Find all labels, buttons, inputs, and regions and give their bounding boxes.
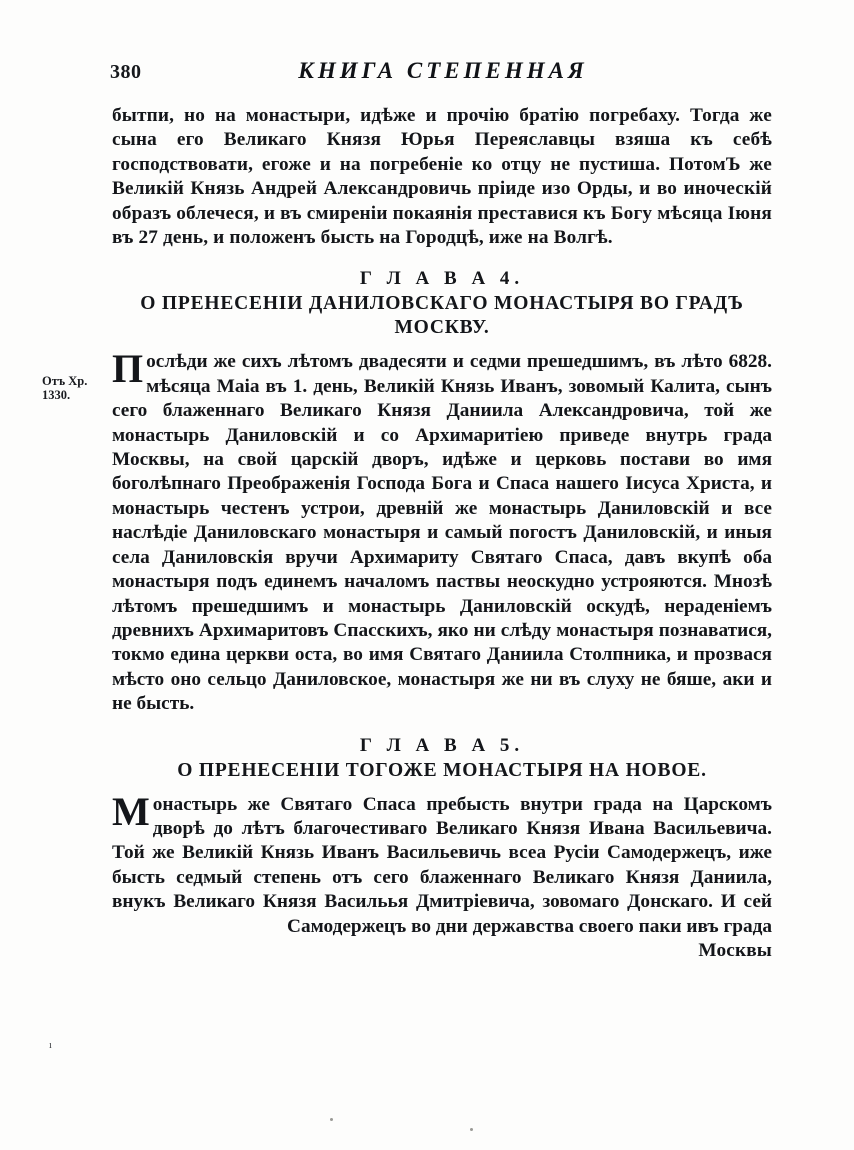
chapter-4-title-line-1: О ПРЕНЕСЕНІИ ДАНИЛОВСКАГО МОНАСТЫРЯ ВО ГРАДЪ [140,293,744,315]
chapter-4-label: Г Л А В А 4. [359,268,525,290]
page-header [110,58,770,90]
catchword: Москвы [698,939,772,961]
chapter-4-heading [112,268,772,290]
chapter-4-title-line-2: МОСКВУ. [394,317,490,339]
marginal-note [42,374,114,402]
chapter-5-paragraph [112,788,772,939]
paper-speck [470,1128,473,1131]
chapter-5-label: Г Л А В А 5. [359,734,525,756]
chapter-5-dropcap: М [112,788,150,834]
paper-speck [330,1118,333,1121]
printer-mark: ı [49,1040,52,1051]
marginal-note-line-1: Отъ Хр. [42,374,88,388]
chapter-5-body-text: онастырь же Святаго Спаса пребысть внутри града на Царскомъ дворѣ до лѣтъ благочестиваго Великаго Князя Ивана Васильевича. Той же Великій Князь Иванъ Васильевичь всеа Русіи Самодержецъ, иже бысть седмый степень отъ сего блаженнаго Великаго Князя Даниила, внукъ Великаго Князя Васильья Дмитріевича, зовомаго Донскаго. И сей Самодержецъ во дни державства своего паки ивъ града [112,793,772,937]
marginal-note-line-2: 1330. [42,388,71,402]
chapter-4-body-text: ослѣди же сихъ лѣтомъ двадесяти и седми прешедшимъ, въ лѣто 6828. мѣсяца Маіа въ 1. день, Великій Князь Иванъ, зовомый Калита, сынъ сего блаженнаго Великаго Князя Даниила Александровича, той же монастырь Даниловскій и со Архимаритіею приведе внутрь града Москвы, на свой царскій дворъ, идѣже и церковь постави во имя боголѣпнаго Преображенія Господа Бога и Спаса нашего Іисуса Христа, и монастырь честенъ устрои, древній же монастырь Даниловскій и все наслѣдіе Даниловскаго монастыря и самый погостъ Даниловскій, и иныя села Даниловскія вручи Архимариту Святаго Спаса, давъ вкупѣ оба монастыря подъ единемъ началомъ паствы неоскудно устрояются. Мнозѣ лѣтомъ прешедшимъ и монастырь Даниловскій оскудѣ, нераденіемъ древнихъ Архимаритовъ Спасскихъ, яко ни слѣду монастыря познаватися, токмо едина церкви оста, во имя Святаго Даниила Столпника, и прозвася мѣсто оно сельцо Даниловское, монастыря же ни въ слуху не бяше, аки и не бысть. [112,351,772,715]
chapter-5-title-line-1: О ПРЕНЕСЕНІИ ТОГОЖЕ МОНАСТЫРЯ НА НОВОЕ. [177,759,707,781]
chapter-4-paragraph [112,346,772,716]
chapter-4-title [112,292,772,340]
chapter-5-heading [112,735,772,757]
chapter-4-dropcap: П [112,346,144,392]
page-number: 380 [110,61,142,83]
chapter-5-title [112,759,772,783]
body-paragraph-1: бытпи, но на монастыри, идѣже и прочію братію погребаху. Тогда же сына его Великаго Князя Юрья Переяславцы взяша къ себѣ господствовати, егоже и на погребеніе ко отцу не пустиша. ПотомЪ же Великій Князь Андрей Александровичь пріиде изо Орды, и во иноческій образъ облечеся, и въ смиреніи покаянія преставися къ Богу мѣсяца Іюня въ 27 день, и положенъ бысть на Городцѣ, иже на Волгѣ. [112,105,772,249]
running-title: КНИГА СТЕПЕННАЯ [298,58,588,83]
text-column [112,104,772,963]
